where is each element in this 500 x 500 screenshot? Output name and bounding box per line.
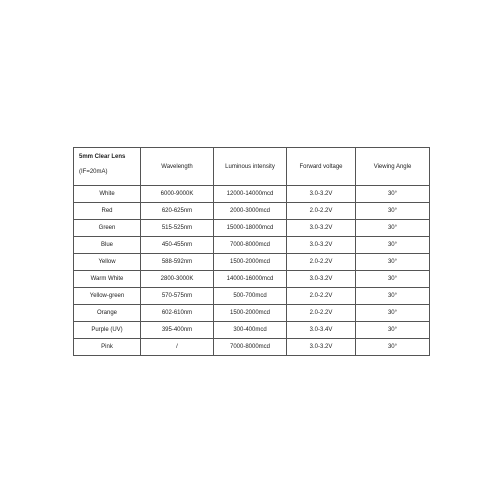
viewing-angle-cell: 30° (356, 237, 430, 254)
header-luminous-intensity: Luminous intensity (214, 148, 287, 186)
lens-type-title: 5mm Clear Lens (79, 154, 126, 160)
table-row (74, 271, 430, 288)
viewing-angle-cell: 30° (356, 254, 430, 271)
led-spec-table-body (74, 148, 430, 356)
viewing-angle-cell: 30° (356, 288, 430, 305)
wavelength-cell: / (141, 339, 214, 356)
luminous-intensity-cell: 500-700mcd (214, 288, 287, 305)
forward-voltage-cell: 3.0-3.2V (287, 220, 356, 237)
color-cell: Blue (74, 237, 141, 254)
wavelength-cell: 588-592nm (141, 254, 214, 271)
viewing-angle-cell: 30° (356, 305, 430, 322)
table-row (74, 254, 430, 271)
forward-voltage-cell: 3.0-3.4V (287, 322, 356, 339)
header-viewing-angle: Viewing Angle (356, 148, 430, 186)
table-row (74, 220, 430, 237)
viewing-angle-cell: 30° (356, 203, 430, 220)
led-spec-table (73, 147, 430, 356)
color-cell: Yellow (74, 254, 141, 271)
color-cell: Purple (UV) (74, 322, 141, 339)
forward-voltage-cell: 2.0-2.2V (287, 288, 356, 305)
luminous-intensity-cell: 1500-2000mcd (214, 254, 287, 271)
color-cell: Pink (74, 339, 141, 356)
forward-voltage-cell: 2.0-2.2V (287, 254, 356, 271)
table-row (74, 186, 430, 203)
forward-voltage-cell: 3.0-3.2V (287, 237, 356, 254)
wavelength-cell: 515-525nm (141, 220, 214, 237)
table-row (74, 237, 430, 254)
lens-type-header-cell (74, 148, 141, 186)
table-row (74, 305, 430, 322)
luminous-intensity-cell: 7000-8000mcd (214, 237, 287, 254)
header-forward-voltage: Forward voltage (287, 148, 356, 186)
test-condition: (IF=20mA) (79, 169, 108, 175)
wavelength-cell: 602-610nm (141, 305, 214, 322)
table-row (74, 288, 430, 305)
luminous-intensity-cell: 300-400mcd (214, 322, 287, 339)
color-cell: White (74, 186, 141, 203)
color-cell: Yellow-green (74, 288, 141, 305)
wavelength-cell: 450-455nm (141, 237, 214, 254)
luminous-intensity-cell: 7000-8000mcd (214, 339, 287, 356)
color-cell: Red (74, 203, 141, 220)
luminous-intensity-cell: 2000-3000mcd (214, 203, 287, 220)
viewing-angle-cell: 30° (356, 339, 430, 356)
table-header-row (74, 148, 430, 186)
table-row (74, 322, 430, 339)
luminous-intensity-cell: 1500-2000mcd (214, 305, 287, 322)
wavelength-cell: 2800-3000K (141, 271, 214, 288)
color-cell: Warm White (74, 271, 141, 288)
wavelength-cell: 570-575nm (141, 288, 214, 305)
header-wavelength: Wavelength (141, 148, 214, 186)
color-cell: Orange (74, 305, 141, 322)
viewing-angle-cell: 30° (356, 322, 430, 339)
forward-voltage-cell: 2.0-2.2V (287, 305, 356, 322)
wavelength-cell: 395-400nm (141, 322, 214, 339)
color-cell: Green (74, 220, 141, 237)
forward-voltage-cell: 3.0-3.2V (287, 186, 356, 203)
luminous-intensity-cell: 14000-16000mcd (214, 271, 287, 288)
table-row (74, 339, 430, 356)
wavelength-cell: 620-625nm (141, 203, 214, 220)
viewing-angle-cell: 30° (356, 186, 430, 203)
luminous-intensity-cell: 12000-14000mcd (214, 186, 287, 203)
luminous-intensity-cell: 15000-18000mcd (214, 220, 287, 237)
forward-voltage-cell: 3.0-3.2V (287, 271, 356, 288)
table-row (74, 203, 430, 220)
wavelength-cell: 6000-9000K (141, 186, 214, 203)
viewing-angle-cell: 30° (356, 271, 430, 288)
forward-voltage-cell: 2.0-2.2V (287, 203, 356, 220)
forward-voltage-cell: 3.0-3.2V (287, 339, 356, 356)
viewing-angle-cell: 30° (356, 220, 430, 237)
